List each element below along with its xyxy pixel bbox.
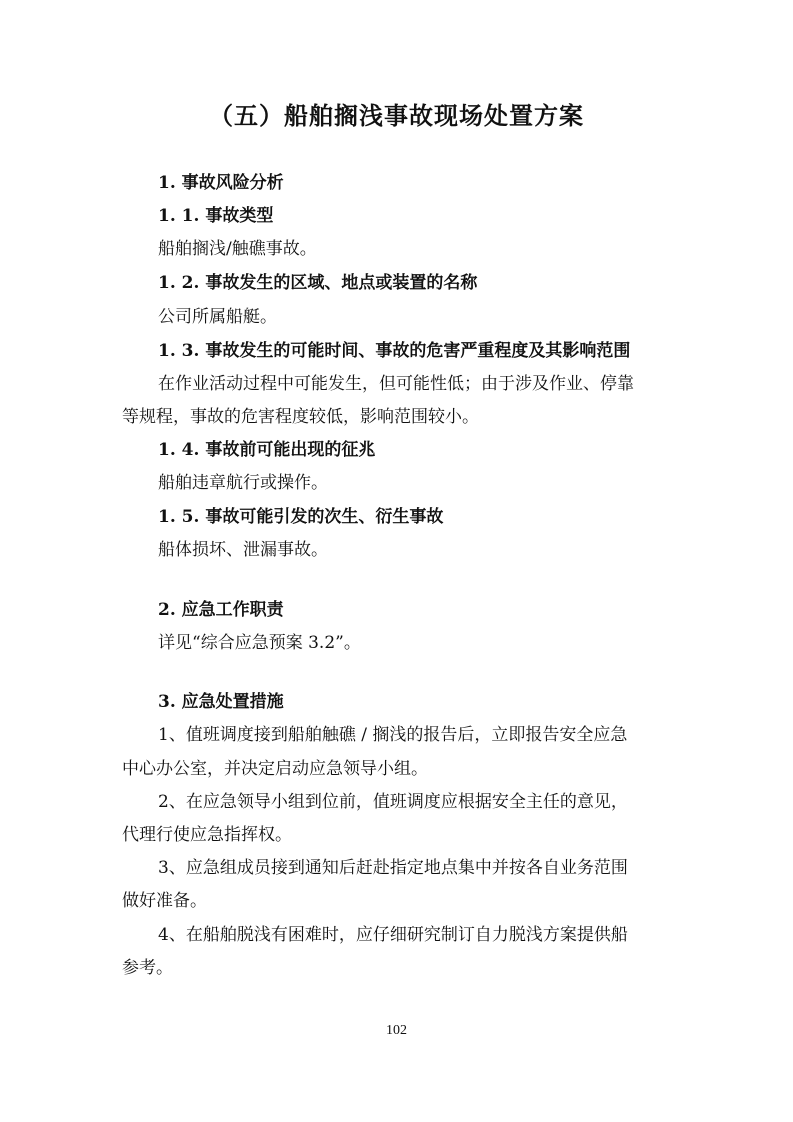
page-number: 102 [386, 1023, 407, 1038]
section-1-2-heading: 1. 2. 事故发生的区域、地点或装置的名称 [158, 273, 478, 293]
section-1-1-text: 船舶搁浅/触礁事故。 [158, 239, 317, 259]
measure-4-line-1: 4、在船舶脱浅有困难时，应仔细研究制订自力脱浅方案提供船 [158, 925, 628, 945]
section-1-1-heading: 1. 1. 事故类型 [158, 206, 274, 226]
measure-2-line-1: 2、在应急领导小组到位前，值班调度应根据安全主任的意见， [158, 792, 628, 812]
section-1-4-heading: 1. 4. 事故前可能出现的征兆 [158, 440, 376, 460]
section-1-2-text: 公司所属船艇。 [158, 307, 277, 327]
measure-3-line-2: 做好准备。 [122, 891, 207, 911]
measure-1-line-1: 1、值班调度接到船舶触礁 / 搁浅的报告后，立即报告安全应急 [158, 725, 628, 745]
section-2-heading: 2. 应急工作职责 [158, 600, 284, 620]
measure-3-line-1: 3、应急组成员接到通知后赶赴指定地点集中并按各自业务范围 [158, 858, 628, 878]
section-1-5-text: 船体损坏、泄漏事故。 [158, 540, 328, 560]
measure-1-line-2: 中心办公室，并决定启动应急领导小组。 [122, 759, 428, 779]
section-2-text: 详见“综合应急预案 3.2”。 [158, 633, 361, 653]
measure-4-line-2: 参考。 [122, 958, 173, 978]
section-1-3-text-line-1: 在作业活动过程中可能发生，但可能性低；由于涉及作业、停靠 [158, 374, 634, 394]
section-1-4-text: 船舶违章航行或操作。 [158, 473, 328, 493]
section-1-5-heading: 1. 5. 事故可能引发的次生、衍生事故 [158, 507, 444, 527]
document-title: （五）船舶搁浅事故现场处置方案 [209, 101, 584, 130]
measure-2-line-2: 代理行使应急指挥权。 [122, 825, 292, 845]
section-1-heading: 1. 事故风险分析 [158, 173, 284, 193]
section-1-3-text-line-2: 等规程，事故的危害程度较低，影响范围较小。 [122, 407, 479, 427]
section-3-heading: 3. 应急处置措施 [158, 692, 284, 712]
section-1-3-heading: 1. 3. 事故发生的可能时间、事故的危害严重程度及其影响范围 [158, 341, 631, 361]
